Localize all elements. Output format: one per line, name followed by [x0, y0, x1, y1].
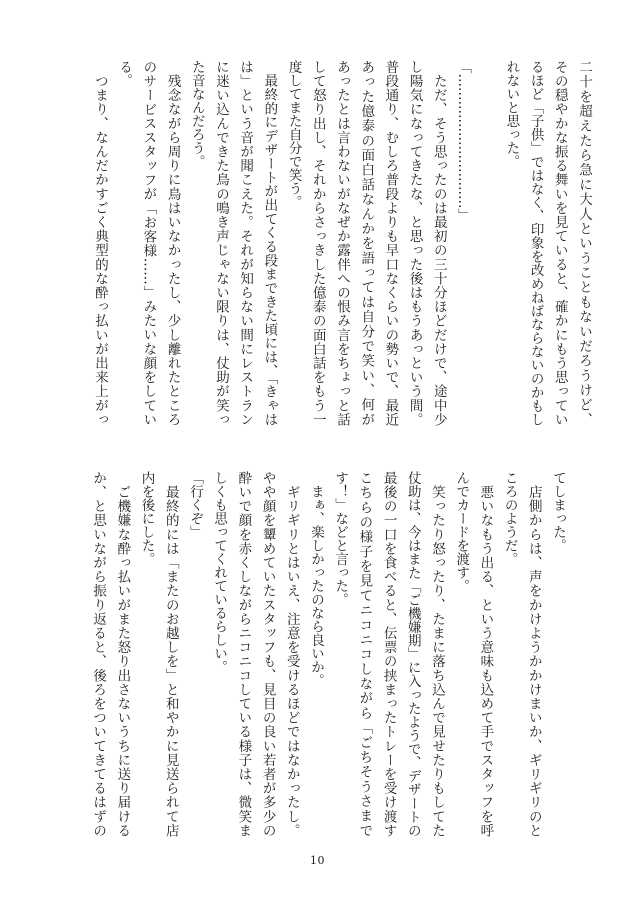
text-column: 悪いなもう出る、という意味も込めて手でスタッフを呼 — [477, 471, 494, 837]
text-column: 最終的にデザートが出てくる段まできた頃には、「きゃは — [261, 60, 278, 426]
text-column: 最後の一口を食べると、伝票の挟まったトレーを受け渡す — [380, 471, 397, 837]
text-column: 笑ったり怒ったり、たまに落ち込んで見せたりもしてた — [428, 471, 445, 837]
text-column: その穏やかな振る舞いを見ていると、確かにもう思ってい — [551, 60, 568, 426]
text-column: 最終的には「またのお越しを」と和やかに見送られて店 — [162, 471, 179, 837]
text-column: 度してまた自分で笑う。 — [285, 60, 302, 209]
text-column: して怒り出し、それからさっきした億泰の面白話をもう一 — [309, 60, 326, 426]
text-column: 二十を超えたら急に大人ということもないだろうけど、 — [576, 60, 592, 426]
text-column: あった億泰の面白話なんかを語っては自分で笑い、何が — [358, 60, 375, 426]
text-column: のサービススタッフが「お客様……」みたいな顔をしてい — [140, 60, 157, 426]
text-column: 酔いで顔を赤くしながらニコニコしている様子は、微笑ま — [235, 471, 252, 837]
text-column: 内を後にした。 — [138, 471, 155, 566]
text-column: ご機嫌な酔っ払いがまた怒り出さないうちに送り届ける — [114, 471, 131, 837]
text-column: 普段通り、むしろ普段よりも早口なくらいの勢いで、最近 — [382, 60, 399, 426]
text-column: し陽気になってきたな、と思った後はもうあっという間。 — [406, 60, 423, 426]
text-column: てしまった。 — [550, 471, 566, 552]
text-column: ギリギリとはいえ、注意を受けるほどではなかったし。 — [283, 471, 300, 837]
page-number: 10 — [310, 854, 325, 867]
text-column: れないと思った。 — [503, 60, 520, 168]
text-column: 残念ながら周りに鳥はいなかったし、少し離れたところ — [164, 60, 181, 426]
text-column: 店側からは、声をかけようかかけまいか、ギリギリのと — [525, 471, 542, 837]
text-column: つまり、なんだかすごく典型的な酔っ払いが出来上がっ — [91, 60, 108, 426]
text-column: た音なんだろう。 — [188, 60, 205, 168]
upper-text-block — [87, 60, 596, 426]
text-column: か、と思いながら振り返ると、後ろをついてきてるはずの — [90, 471, 107, 837]
blank-line — [475, 60, 499, 426]
text-column: あったとは言わないがなぜか露伴への恨み言をちょっと話 — [333, 60, 350, 426]
text-column: る。 — [116, 60, 133, 87]
text-column: 仗助は、今はまた「ご機嫌期」に入ったようで、デザートの — [404, 471, 421, 837]
text-column: しくも思ってくれているらしい。 — [211, 471, 228, 674]
text-column: す！」などと言った。 — [332, 471, 349, 606]
text-column: こちらの様子を見てニコニコしながら「ごちそうさまで — [356, 471, 373, 837]
text-column: 「行くぞ」 — [186, 471, 203, 539]
text-column: んでカードを渡す。 — [453, 471, 470, 593]
text-column: やや顔を顰めていたスタッフも、見目の良い若者が多少の — [259, 471, 276, 837]
text-column: は」という音が聞こえた。それが知らない間にレストラン — [237, 60, 254, 426]
text-column: ころのようだ。 — [501, 471, 518, 566]
text-column: るほど「子供」ではなく、印象を改めねばならないのかもし — [527, 60, 544, 426]
lower-text-block — [85, 471, 570, 837]
text-column: ただ、そう思ったのは最初の三十分ほどだけで、途中少 — [430, 60, 447, 426]
text-column: 「…………………………」 — [455, 60, 471, 222]
text-column: まぁ、楽しかったのなら良いか。 — [307, 471, 324, 687]
text-column: に迷い込んできた鳥の鳴き声じゃない限りは、仗助が笑っ — [212, 60, 229, 426]
